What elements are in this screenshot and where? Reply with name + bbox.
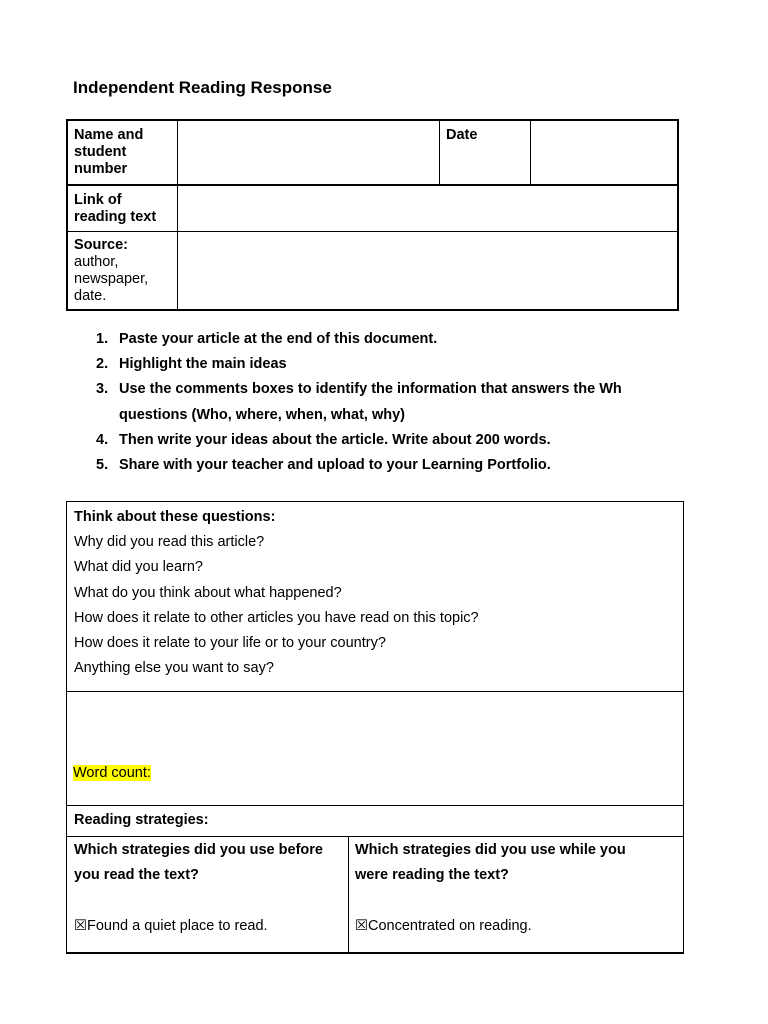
strategy-while-option[interactable] bbox=[355, 918, 532, 935]
table-divider bbox=[67, 805, 683, 806]
strategies-heading: Reading strategies: bbox=[74, 812, 209, 828]
instruction-item bbox=[96, 453, 696, 478]
question-item: What did you learn? bbox=[74, 559, 203, 575]
source-label: Source: bbox=[74, 237, 128, 253]
instruction-text: questions (Who, where, when, what, why) bbox=[119, 406, 405, 423]
instruction-number: 2. bbox=[96, 356, 109, 373]
strategy-before-option[interactable] bbox=[74, 918, 268, 935]
instruction-item bbox=[96, 377, 696, 427]
instructions-list bbox=[96, 327, 696, 478]
strategy-option-label: Found a quiet place to read. bbox=[87, 918, 268, 934]
instruction-text: Use the comments boxes to identify the information that answers the Wh bbox=[119, 381, 622, 398]
strategy-before-question bbox=[74, 838, 323, 888]
word-count-label: Word count: bbox=[73, 765, 151, 781]
response-table bbox=[66, 501, 684, 954]
source-sub-line: author, bbox=[74, 254, 119, 270]
source-sub-line: newspaper, bbox=[74, 271, 149, 287]
link-label-cell bbox=[68, 186, 177, 231]
instruction-item bbox=[96, 327, 696, 352]
link-input-cell[interactable] bbox=[178, 186, 677, 231]
word-count-row bbox=[73, 765, 151, 782]
name-label-cell bbox=[68, 121, 177, 184]
response-writing-area[interactable] bbox=[67, 692, 683, 805]
document-title: Independent Reading Response bbox=[73, 78, 332, 97]
name-label-line: Name and bbox=[74, 127, 144, 143]
instruction-item bbox=[96, 428, 696, 453]
instruction-item bbox=[96, 352, 696, 377]
question-item: What do you think about what happened? bbox=[74, 585, 342, 601]
source-sub-line: date. bbox=[74, 288, 107, 304]
question-item: How does it relate to your life or to your country? bbox=[74, 635, 386, 651]
name-input-cell[interactable] bbox=[178, 121, 439, 184]
question-item: How does it relate to other articles you have read on this topic? bbox=[74, 610, 479, 626]
strategy-question-line: were reading the text? bbox=[355, 867, 509, 883]
strategy-option-label: Concentrated on reading. bbox=[368, 918, 532, 934]
table-divider bbox=[67, 836, 683, 837]
name-label-line: number bbox=[74, 161, 128, 177]
instruction-number: 5. bbox=[96, 457, 109, 474]
source-label-cell bbox=[68, 232, 177, 311]
instruction-text: Then write your ideas about the article. Write about 200 words. bbox=[119, 431, 551, 448]
date-label-cell bbox=[440, 121, 530, 184]
name-label-line: student bbox=[74, 144, 127, 160]
instruction-text: Paste your article at the end of this document. bbox=[119, 331, 438, 347]
student-info-table bbox=[66, 119, 679, 311]
strategy-while-question bbox=[355, 838, 626, 888]
date-input-cell[interactable] bbox=[531, 121, 677, 184]
questions-heading: Think about these questions: bbox=[74, 509, 276, 525]
checked-box-icon[interactable]: ☒ bbox=[74, 918, 87, 934]
instruction-number: 1. bbox=[96, 331, 109, 347]
date-label: Date bbox=[446, 127, 478, 143]
strategy-question-line: you read the text? bbox=[74, 867, 199, 883]
link-label-line: reading text bbox=[74, 209, 157, 225]
source-input-cell[interactable] bbox=[178, 232, 677, 311]
instruction-text: Share with your teacher and upload to your Learning Portfolio. bbox=[119, 457, 551, 474]
strategy-question-line: Which strategies did you use before bbox=[74, 842, 323, 858]
link-label-line: Link of bbox=[74, 192, 122, 208]
instruction-number: 4. bbox=[96, 431, 109, 448]
strategy-question-line: Which strategies did you use while you bbox=[355, 842, 626, 858]
instruction-text: Highlight the main ideas bbox=[119, 356, 287, 373]
question-item: Why did you read this article? bbox=[74, 534, 265, 550]
instruction-number: 3. bbox=[96, 381, 109, 398]
table-divider bbox=[348, 836, 349, 953]
question-item: Anything else you want to say? bbox=[74, 660, 274, 676]
checked-box-icon[interactable]: ☒ bbox=[355, 918, 368, 934]
